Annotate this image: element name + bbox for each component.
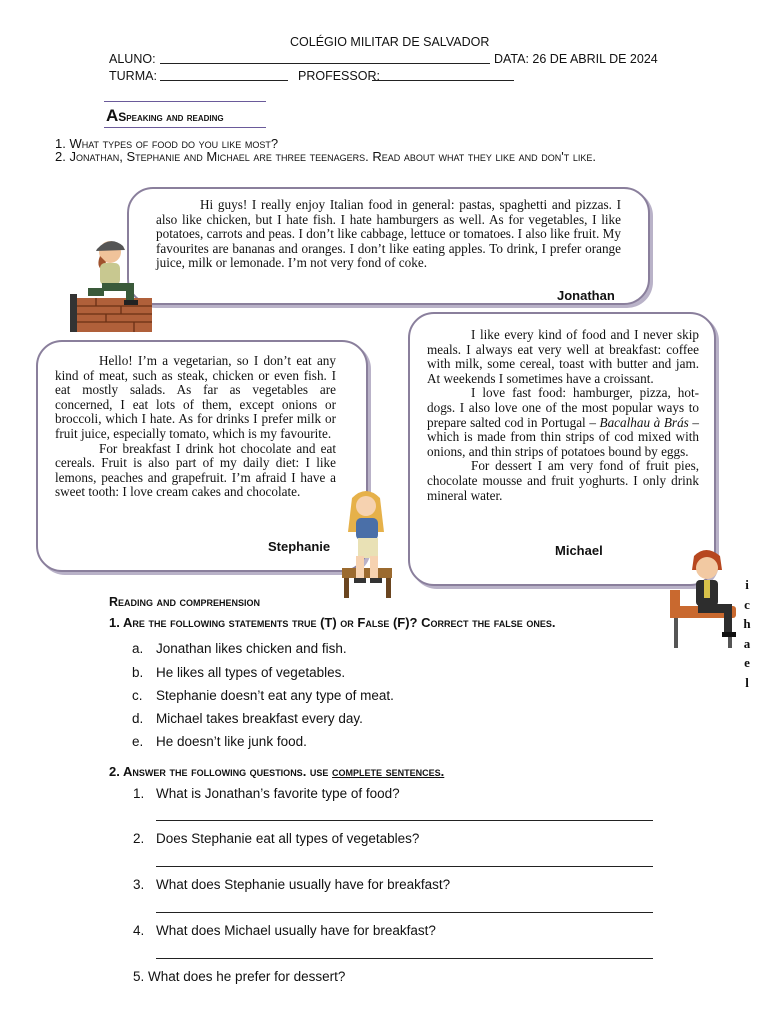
section-title-text: Speaking and reading: [118, 110, 224, 124]
vertical-letter: i: [745, 577, 749, 592]
jonathan-avatar: [66, 236, 158, 336]
michael-p3: For dessert I am very fond of fruit pies, chocolate mousse and fruit yoghurts. I only drink mineral water.: [427, 458, 699, 503]
michael-p2-a: I love fast food: hamburger, pizza, hot-dogs. I also love one of the most popular ways to prepare salted cod in Portugal –: [427, 385, 699, 430]
michael-p2-b: – which is made from thin strips of cod mixed with onions, and thin strips of potatoes bound by eggs.: [427, 414, 699, 459]
list-item: [132, 711, 143, 726]
statement-text: He doesn’t like junk food.: [156, 734, 307, 749]
section-letter: A: [106, 106, 119, 125]
statement-text: Jonathan likes chicken and fish.: [156, 641, 347, 656]
item-letter: b.: [132, 665, 144, 680]
question-number: 2.: [133, 831, 145, 846]
turma-label: TURMA:: [109, 69, 157, 83]
jonathan-text: Hi guys! I really enjoy Italian food in general: pastas, spaghetti and pizzas. I also like chicken, but I hate fish. I hate hamburgers as well. As for vegetables, I like potatoes, carrots and peas. I don’t like cabbage, lettuce or tomatoes. I also like fruit. My favourites are bananas and oranges. I don’t like eating apples. To drink, I prefer orange juice, milk or lemonade. I’m not very fond of coke.: [156, 197, 621, 271]
question-text: Does Stephanie eat all types of vegetables?: [156, 831, 420, 846]
professor-line[interactable]: [372, 80, 514, 81]
michael-name: Michael: [555, 543, 603, 558]
item-letter: d.: [132, 711, 144, 726]
list-item: [132, 665, 143, 680]
item-letter: a.: [132, 641, 144, 656]
question-number: 1.: [133, 786, 145, 801]
answer-line[interactable]: [156, 866, 653, 867]
professor-label: PROFESSOR:: [298, 69, 380, 83]
item-letter: c.: [132, 688, 143, 703]
stephanie-avatar: [336, 488, 396, 600]
michael-avatar: [668, 550, 742, 650]
answer-line[interactable]: [156, 820, 653, 821]
stephanie-name: Stephanie: [268, 539, 331, 554]
stephanie-bubble: [36, 340, 368, 572]
michael-bubble: [408, 312, 716, 586]
reading-title: Reading and comprehension: [109, 595, 260, 609]
section-divider-bottom: [104, 127, 266, 128]
vertical-letter: a: [743, 635, 751, 651]
michael-vertical-letters: [742, 575, 752, 692]
jonathan-name: Jonathan: [557, 288, 615, 303]
vertical-letter: l: [745, 674, 749, 690]
vertical-letter: c: [744, 596, 750, 612]
question-1: 1. What types of food do you like most?: [55, 136, 279, 151]
question-text: What does Stephanie usually have for breakfast?: [156, 877, 451, 892]
stephanie-p1: Hello! I’m a vegetarian, so I don’t eat any kind of meat, such as steak, chicken or even fish. I eat mostly salads. As far as vegetables are concerned, I eat lots of them, except onions or broccoli, which I hate. As for drinks I prefer milk or fruit juice, especially tomato, which is my favourite.: [55, 353, 336, 441]
turma-line[interactable]: [160, 80, 288, 81]
question-5: 5. What does he prefer for dessert?: [133, 969, 346, 984]
stephanie-p2: For breakfast I drink hot chocolate and eat cereals. Fruit is also part of my daily diet: I like lemons, peaches and grapefruit. I’m afraid I have a sweet tooth: I love cream cakes and chocolate.: [55, 440, 336, 500]
list-item: [132, 688, 143, 703]
school-name: COLÉGIO MILITAR DE SALVADOR: [290, 35, 490, 49]
jonathan-bubble: [127, 187, 650, 305]
michael-dish: Bacalhau à Brás: [599, 414, 689, 430]
answer-title-a: 2. Answer the following questions. use: [109, 764, 333, 779]
date-label: DATA: 26 DE ABRIL DE 2024: [494, 52, 658, 66]
list-item: [132, 734, 143, 749]
vertical-letter: h: [743, 616, 751, 631]
vertical-letter: e: [744, 655, 750, 670]
michael-p2: [427, 386, 699, 459]
question-text: What does Michael usually have for breakfast?: [156, 923, 436, 938]
section-title: [106, 106, 224, 126]
section-divider-top: [104, 101, 266, 102]
statement-text: Michael takes breakfast every day.: [156, 711, 363, 726]
answer-title-b: complete sentences.: [332, 764, 445, 779]
question-number: 4.: [133, 923, 145, 938]
question-text: What is Jonathan’s favorite type of food?: [156, 786, 400, 801]
item-letter: e.: [132, 734, 144, 749]
answer-line[interactable]: [156, 912, 653, 913]
statement-text: Stephanie doesn’t eat any type of meat.: [156, 688, 394, 703]
question-number: 3.: [133, 877, 145, 892]
aluno-label: ALUNO:: [109, 52, 156, 66]
answer-question-title: [109, 764, 444, 779]
answer-line[interactable]: [156, 958, 653, 959]
statement-text: He likes all types of vegetables.: [156, 665, 346, 680]
aluno-line[interactable]: [160, 63, 490, 64]
list-item: [132, 641, 143, 656]
question-2: 2. Jonathan, Stephanie and Michael are three teenagers. Read about what they like and don't like.: [55, 149, 596, 164]
tf-question-title: 1. Are the following statements true (T) or False (F)? Correct the false ones.: [109, 615, 556, 630]
michael-p1: I like every kind of food and I never skip meals. I always eat very well at breakfast: coffee with milk, some cereal, toast with butter and jam. At weekends I sometimes have a croissant.: [427, 327, 699, 386]
